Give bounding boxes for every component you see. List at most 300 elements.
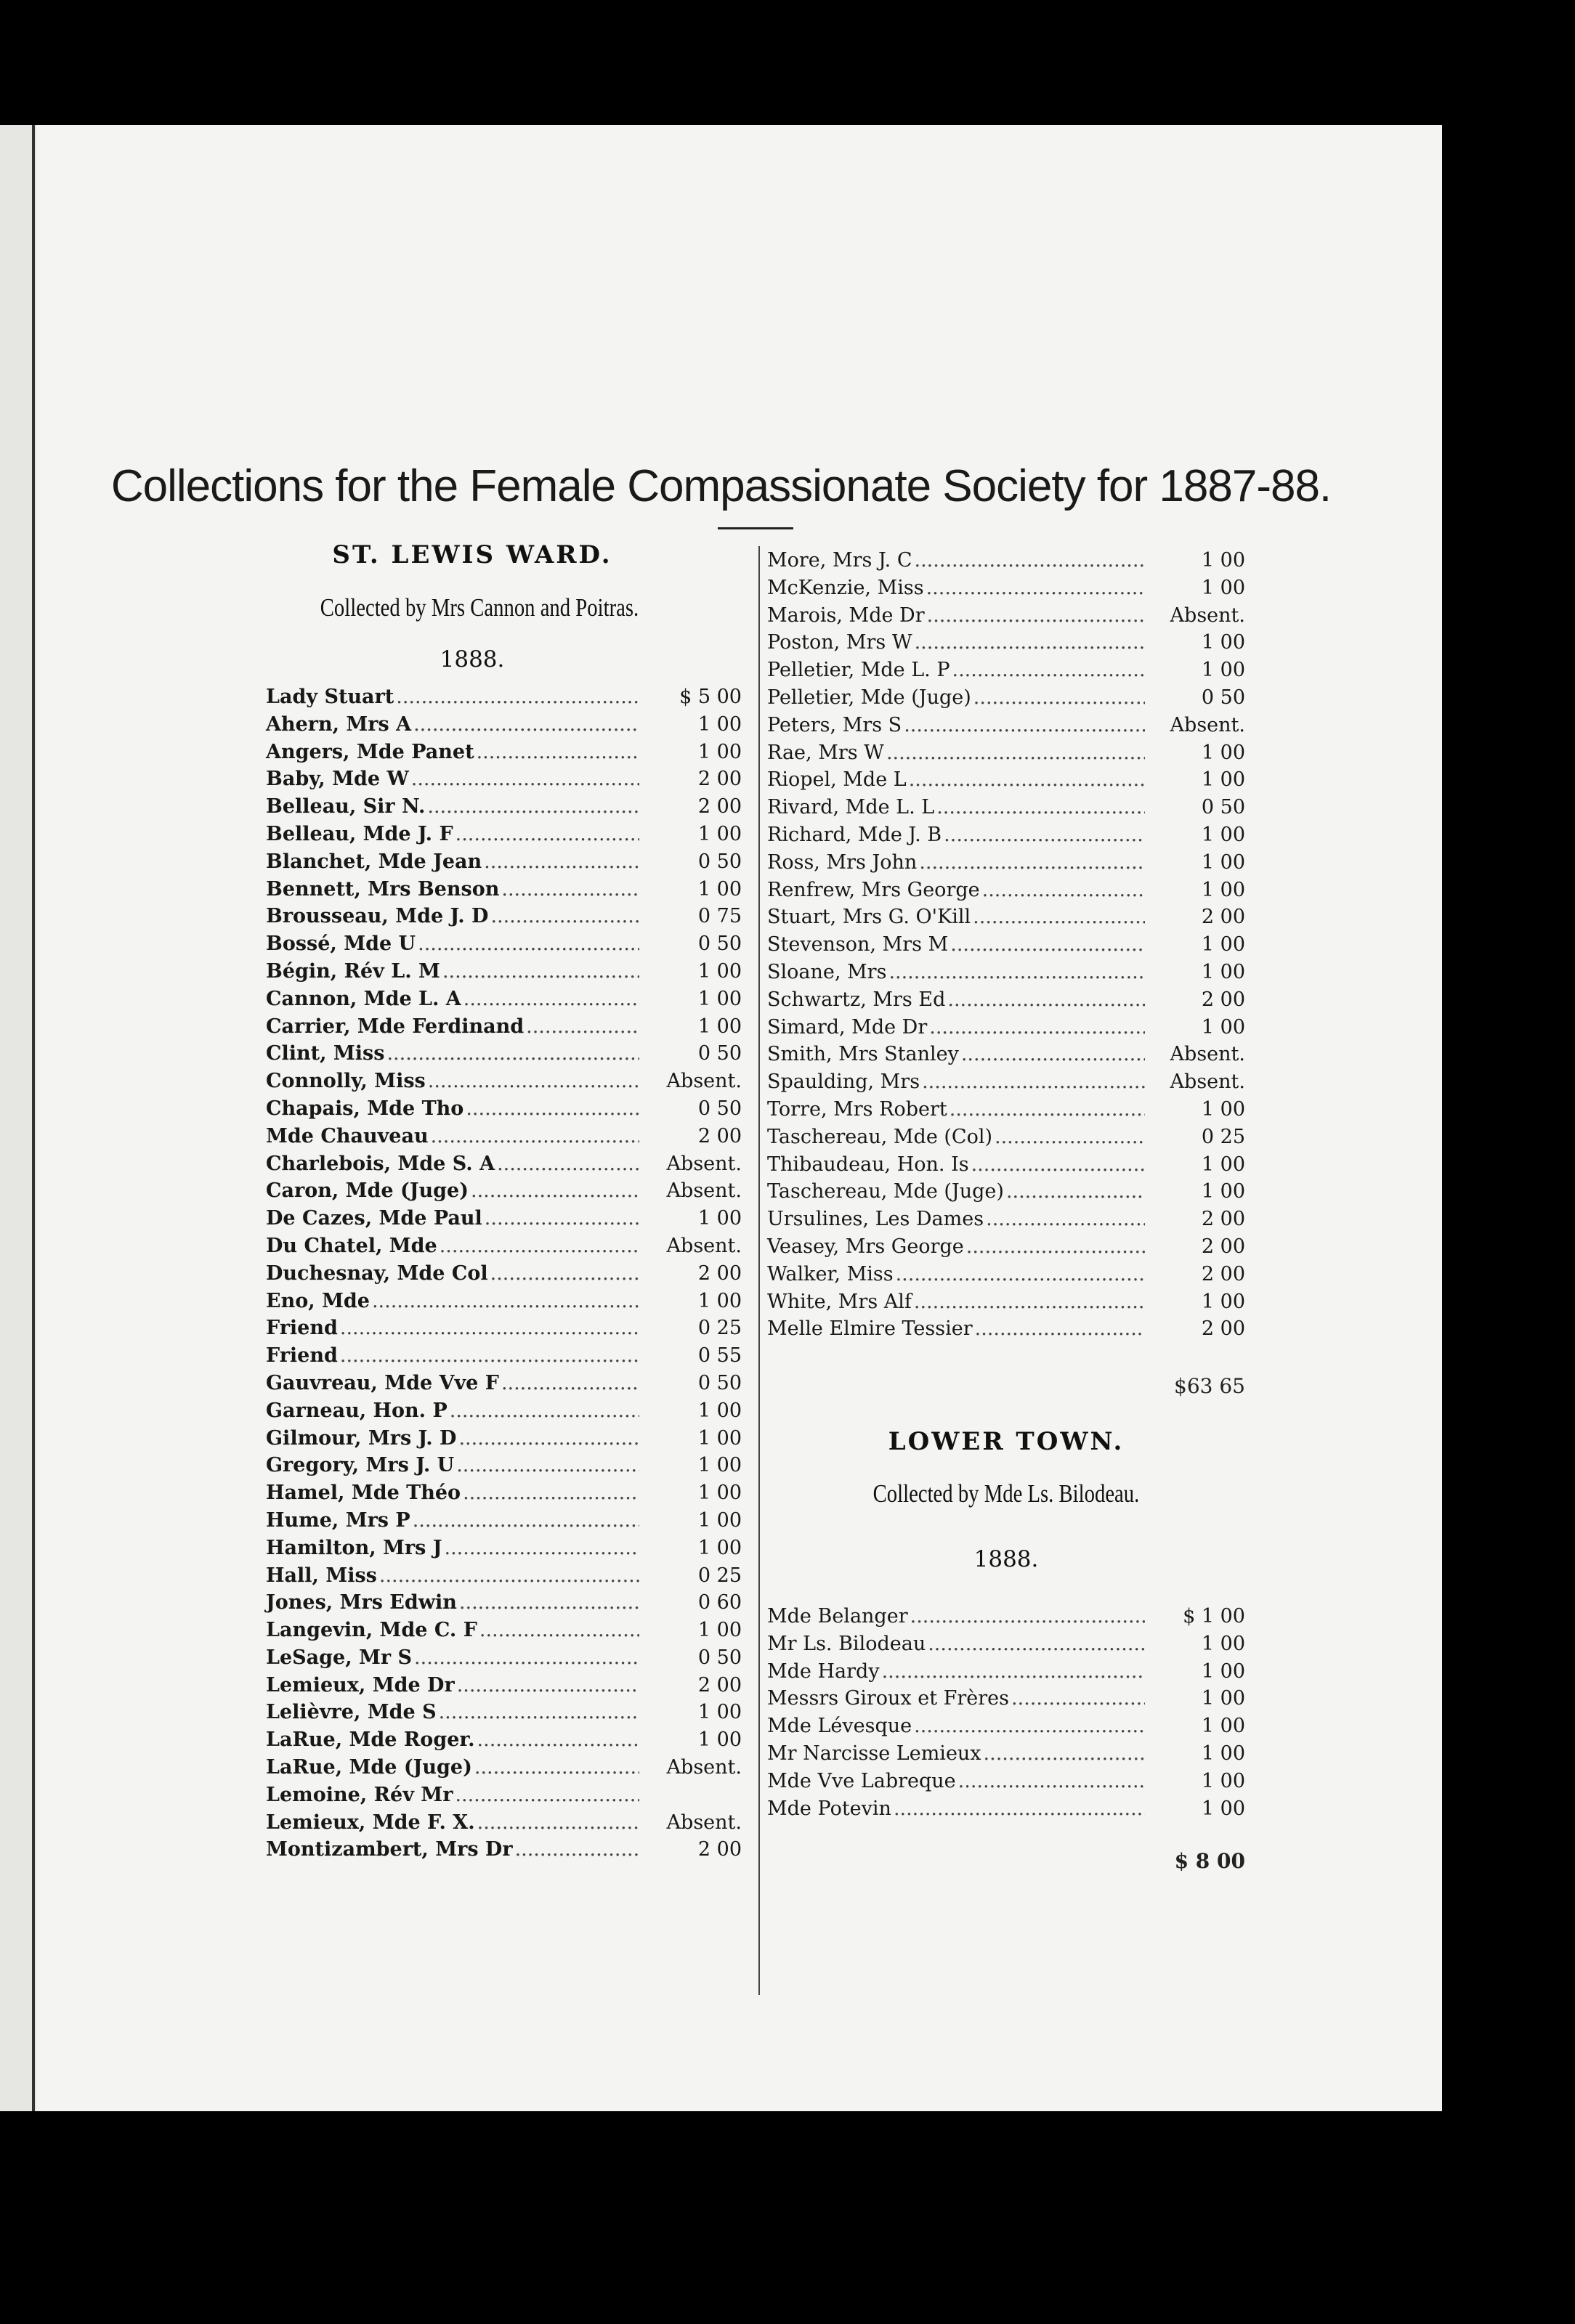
donation-amount: 2 00 — [697, 1261, 742, 1285]
donor-name: Ahern, Mrs A — [266, 712, 412, 736]
donor-name: Blanchet, Mde Jean — [266, 850, 482, 873]
list-item — [266, 850, 742, 878]
column-divider — [758, 546, 760, 1995]
donor-name: Lemieux, Mde Dr — [266, 1673, 455, 1697]
donor-name: Belleau, Mde J. F — [266, 822, 453, 845]
list-item — [266, 1235, 742, 1262]
donor-name: Pelletier, Mde L. P — [767, 659, 950, 682]
list-item — [767, 906, 1245, 933]
leader-dots — [490, 905, 639, 927]
donation-amount: Absent. — [666, 1152, 742, 1175]
list-item — [767, 1070, 1245, 1098]
donation-amount: 1 00 — [1201, 549, 1245, 572]
donor-name: Hamilton, Mrs J — [266, 1536, 442, 1559]
list-item — [767, 1263, 1245, 1291]
donor-name: Smith, Mrs Stanley — [767, 1043, 959, 1066]
leader-dots — [971, 1153, 1145, 1176]
leader-dots — [501, 1372, 639, 1394]
list-item — [767, 1605, 1245, 1633]
leader-dots — [474, 1756, 639, 1779]
leader-dots — [515, 1838, 639, 1861]
list-item — [266, 960, 742, 988]
leader-dots — [914, 1291, 1145, 1313]
donor-name: White, Mrs Alf — [767, 1290, 912, 1313]
donor-name: Pelletier, Mde (Juge) — [767, 686, 971, 709]
donation-amount: 1 00 — [1201, 1180, 1245, 1203]
list-item — [767, 1208, 1245, 1235]
donor-name: Duchesnay, Mde Col — [266, 1261, 488, 1285]
donor-name: Sloane, Mrs — [767, 960, 887, 983]
donation-amount: Absent. — [666, 1179, 742, 1203]
list-item — [767, 742, 1245, 769]
leader-dots — [456, 823, 639, 845]
list-item — [266, 1619, 742, 1646]
donation-amount: 1 00 — [697, 1508, 742, 1532]
donor-name: Garneau, Hon. P — [266, 1399, 448, 1422]
st-lewis-list-left — [266, 686, 742, 1866]
donation-amount: 1 00 — [697, 1399, 742, 1422]
donor-name: Taschereau, Mde (Col) — [767, 1125, 992, 1148]
leader-dots — [471, 1179, 639, 1202]
donor-name: Caron, Mde (Juge) — [266, 1179, 469, 1203]
leader-dots — [490, 1262, 639, 1285]
leader-dots — [413, 1509, 639, 1532]
list-item — [767, 714, 1245, 742]
list-item — [767, 1797, 1245, 1825]
donation-amount: 2 00 — [697, 1124, 742, 1147]
donor-name: Mde Belanger — [767, 1605, 908, 1628]
donor-name: Charlebois, Mde S. A — [266, 1152, 495, 1175]
list-item — [266, 768, 742, 795]
donation-amount: 1 00 — [1201, 1769, 1245, 1792]
donation-amount: 1 00 — [1201, 741, 1245, 764]
leader-dots — [386, 1042, 639, 1065]
leader-dots — [484, 850, 639, 873]
donor-name: Thibaudeau, Hon. Is — [767, 1153, 969, 1176]
leader-dots — [915, 549, 1146, 572]
donor-name: Lemieux, Mde F. X. — [266, 1811, 475, 1834]
leader-dots — [526, 1015, 639, 1038]
donation-amount: 1 00 — [697, 1454, 742, 1477]
list-item — [767, 1153, 1245, 1181]
leader-dots — [882, 1660, 1145, 1683]
list-item — [767, 1043, 1245, 1070]
leader-dots — [477, 741, 639, 763]
leader-dots — [982, 879, 1145, 901]
leader-dots — [340, 1317, 639, 1339]
donation-amount: 1 00 — [1201, 576, 1245, 599]
leader-dots — [973, 686, 1145, 709]
donor-name: Belleau, Sir N. — [266, 795, 426, 818]
donation-amount: Absent. — [1170, 604, 1245, 627]
list-item — [266, 713, 742, 741]
donation-amount: 2 00 — [1201, 1208, 1245, 1231]
list-item — [266, 741, 742, 768]
donation-amount: 2 00 — [697, 1838, 742, 1861]
leader-dots — [973, 906, 1145, 928]
donation-amount: 1 00 — [697, 1289, 742, 1312]
donation-amount: 0 50 — [697, 850, 742, 873]
leader-dots — [904, 714, 1145, 736]
leader-dots — [440, 1235, 639, 1257]
donation-amount: 2 00 — [1201, 1235, 1245, 1258]
list-item — [767, 1687, 1245, 1715]
list-item — [266, 1756, 742, 1784]
list-item — [266, 1811, 742, 1839]
list-item — [266, 1042, 742, 1070]
lower-town-total: $ 8 00 — [1174, 1849, 1245, 1873]
donation-amount: 0 50 — [697, 1371, 742, 1394]
lower-town-heading: LOWER TOWN. — [888, 1427, 1125, 1456]
donation-amount: 1 00 — [1201, 1015, 1245, 1039]
leader-dots — [411, 768, 639, 790]
donor-name: Rivard, Mde L. L — [767, 796, 935, 819]
list-item — [266, 1207, 742, 1235]
donor-name: Mde Chauveau — [266, 1124, 429, 1147]
donation-amount: 1 00 — [697, 1701, 742, 1724]
leader-dots — [1006, 1180, 1145, 1203]
leader-dots — [886, 742, 1145, 764]
list-item — [266, 905, 742, 933]
list-item — [767, 768, 1245, 796]
donation-amount: 2 00 — [697, 768, 742, 791]
donor-name: Simard, Mde Dr — [767, 1015, 928, 1039]
leader-dots — [485, 1207, 639, 1230]
donor-name: Lemoine, Rév Mr — [266, 1783, 453, 1806]
list-item — [266, 823, 742, 850]
leader-dots — [952, 659, 1145, 681]
leader-dots — [936, 796, 1145, 818]
list-item — [266, 1427, 742, 1455]
list-item — [266, 1179, 742, 1207]
donation-amount: 1 00 — [697, 1728, 742, 1752]
leader-dots — [396, 686, 639, 708]
donation-amount: 0 50 — [1201, 796, 1245, 819]
leader-dots — [919, 851, 1145, 874]
leader-dots — [455, 1784, 639, 1806]
donor-name: Baby, Mde W — [266, 768, 409, 791]
donor-name: Ursulines, Les Dames — [767, 1208, 984, 1231]
donor-name: Connolly, Miss — [266, 1070, 426, 1093]
list-item — [266, 1482, 742, 1509]
list-item — [767, 961, 1245, 988]
donation-amount: Absent. — [1170, 1043, 1245, 1066]
list-item — [767, 988, 1245, 1016]
leader-dots — [927, 604, 1145, 627]
list-item — [767, 577, 1245, 604]
donation-amount: 1 00 — [1201, 1687, 1245, 1710]
leader-dots — [888, 961, 1145, 983]
list-item — [767, 604, 1245, 632]
donation-amount: Absent. — [666, 1811, 742, 1834]
st-lewis-list-right — [767, 549, 1245, 1345]
donation-amount: 1 00 — [1201, 1153, 1245, 1176]
donor-name: Spaulding, Mrs — [767, 1070, 920, 1094]
donor-name: Bégin, Rév L. M — [266, 959, 440, 983]
donation-amount: 1 00 — [697, 712, 742, 736]
donation-amount: 0 60 — [697, 1591, 742, 1614]
leader-dots — [984, 1742, 1145, 1765]
leader-dots — [950, 933, 1145, 956]
list-item — [266, 1399, 742, 1427]
list-item — [266, 1125, 742, 1153]
leader-dots — [418, 933, 639, 955]
leader-dots — [466, 1097, 639, 1120]
leader-dots — [975, 1317, 1145, 1340]
list-item — [266, 795, 742, 823]
list-item — [266, 878, 742, 906]
donor-name: Clint, Miss — [266, 1042, 385, 1065]
leader-dots — [450, 1399, 639, 1422]
donation-amount: 1 00 — [697, 1482, 742, 1505]
donation-amount: Absent. — [1170, 713, 1245, 736]
leader-dots — [413, 713, 639, 736]
leader-dots — [459, 1591, 639, 1614]
leader-dots — [928, 1633, 1145, 1655]
leader-dots — [995, 1126, 1145, 1148]
leader-dots — [439, 1701, 639, 1723]
leader-dots — [479, 1619, 639, 1641]
donor-name: Cannon, Mde L. A — [266, 987, 461, 1010]
donor-name: Poston, Mrs W — [767, 631, 912, 654]
donor-name: Stevenson, Mrs M — [767, 933, 949, 956]
leader-dots — [958, 1770, 1145, 1792]
donation-amount: 1 00 — [1201, 850, 1245, 874]
lower-town-collected-by: Collected by Mde Ls. Bilodeau. — [872, 1479, 1140, 1508]
donation-amount: 0 50 — [1201, 686, 1245, 709]
list-item — [266, 1454, 742, 1482]
facing-page-edge — [0, 125, 36, 2111]
donation-amount: $ 5 00 — [679, 686, 742, 708]
donation-amount: 1 00 — [1201, 1659, 1245, 1683]
leader-dots — [463, 988, 639, 1010]
donor-name: Hume, Mrs P — [266, 1508, 410, 1532]
list-item — [266, 1097, 742, 1125]
donation-amount: 2 00 — [697, 1673, 742, 1697]
list-item — [266, 1372, 742, 1399]
leader-dots — [944, 824, 1145, 846]
donation-amount: 0 75 — [697, 905, 742, 928]
leader-dots — [915, 631, 1145, 654]
leader-dots — [926, 577, 1145, 599]
donor-name: Lady Stuart — [266, 686, 394, 708]
list-item — [767, 1180, 1245, 1208]
list-item — [266, 1153, 742, 1180]
leader-dots — [947, 988, 1145, 1011]
donation-amount: 1 00 — [1201, 631, 1245, 654]
leader-dots — [910, 1605, 1145, 1628]
donor-name: Gauvreau, Mde Vve F — [266, 1371, 499, 1394]
list-item — [767, 1770, 1245, 1797]
donation-amount: 0 50 — [697, 1097, 742, 1120]
st-lewis-total: $63 65 — [1174, 1374, 1245, 1398]
donation-amount: 1 00 — [1201, 1632, 1245, 1655]
donor-name: Walker, Miss — [767, 1262, 894, 1285]
list-item — [767, 1291, 1245, 1318]
donation-amount: 1 00 — [1201, 1797, 1245, 1820]
list-item — [266, 1317, 742, 1344]
list-item — [767, 1317, 1245, 1345]
leader-dots — [896, 1263, 1145, 1285]
list-item — [266, 1784, 742, 1811]
donation-amount: 1 00 — [697, 877, 742, 901]
donor-name: More, Mrs J. C — [767, 549, 912, 572]
donor-name: Chapais, Mde Tho — [266, 1097, 464, 1120]
leader-dots — [1011, 1687, 1145, 1710]
leader-dots — [428, 1070, 639, 1092]
donor-name: Mr Narcisse Lemieux — [767, 1742, 981, 1765]
donor-name: Mde Vve Labreque — [767, 1769, 956, 1792]
donor-name: Marois, Mde Dr — [767, 604, 925, 627]
donation-amount: Absent. — [666, 1234, 742, 1257]
st-lewis-collected-by: Collected by Mrs Cannon and Poitras. — [320, 593, 639, 622]
list-item — [266, 1728, 742, 1756]
donor-name: LaRue, Mde (Juge) — [266, 1756, 472, 1779]
donor-name: Hamel, Mde Théo — [266, 1482, 461, 1505]
lower-town-list — [767, 1605, 1245, 1824]
donation-amount: 1 00 — [1201, 1097, 1245, 1121]
donor-name: Friend — [266, 1317, 338, 1340]
leader-dots — [914, 1715, 1145, 1737]
donor-name: Mde Lévesque — [767, 1715, 912, 1738]
leader-dots — [894, 1797, 1145, 1820]
donation-amount: 0 50 — [697, 1646, 742, 1669]
donation-amount: 1 00 — [697, 1015, 742, 1038]
leader-dots — [501, 878, 639, 901]
donor-name: Angers, Mde Panet — [266, 740, 474, 763]
donor-name: De Cazes, Mde Paul — [266, 1207, 482, 1230]
donor-name: Schwartz, Mrs Ed — [767, 988, 946, 1011]
list-item — [767, 631, 1245, 659]
list-item — [767, 879, 1245, 906]
donor-name: Hall, Miss — [266, 1564, 377, 1587]
donation-amount: 0 25 — [697, 1564, 742, 1587]
donor-name: LeSage, Mr S — [266, 1646, 413, 1669]
page-title: Collections for the Female Compassionate Society for 1887-88. — [110, 461, 1332, 511]
lower-town-year: 1888. — [973, 1546, 1039, 1572]
donation-amount: Absent. — [666, 1756, 742, 1779]
leader-dots — [986, 1208, 1145, 1230]
list-item — [266, 1701, 742, 1728]
donation-amount: 2 00 — [1201, 1262, 1245, 1285]
page — [0, 125, 1442, 2111]
donation-amount: 0 25 — [697, 1317, 742, 1340]
donor-name: Mde Potevin — [767, 1797, 891, 1820]
donor-name: Montizambert, Mrs Dr — [266, 1838, 513, 1861]
list-item — [266, 1564, 742, 1592]
list-item — [767, 1235, 1245, 1263]
list-item — [266, 1262, 742, 1290]
donation-amount: 2 00 — [1201, 906, 1245, 929]
donation-amount: 0 50 — [697, 933, 742, 956]
donation-amount: Absent. — [666, 1070, 742, 1093]
leader-dots — [442, 960, 639, 983]
donor-name: Riopel, Mde L — [767, 768, 907, 792]
list-item — [266, 1015, 742, 1043]
leader-dots — [477, 1728, 639, 1751]
list-item — [266, 933, 742, 960]
donation-amount: 1 00 — [697, 740, 742, 763]
list-item — [767, 933, 1245, 961]
donor-name: Messrs Giroux et Frères — [767, 1687, 1010, 1710]
leader-dots — [431, 1125, 639, 1147]
donation-amount: 2 00 — [1201, 988, 1245, 1011]
list-item — [767, 1098, 1245, 1126]
donation-amount: 2 00 — [697, 795, 742, 818]
leader-dots — [372, 1290, 639, 1312]
donor-name: Gilmour, Mrs J. D — [266, 1426, 457, 1450]
list-item — [266, 988, 742, 1015]
donor-name: LaRue, Mde Roger. — [266, 1728, 475, 1752]
donation-amount: 1 00 — [1201, 659, 1245, 682]
leader-dots — [497, 1153, 639, 1175]
donor-name: Du Chatel, Mde — [266, 1234, 437, 1257]
donation-amount: Absent. — [1170, 1070, 1245, 1094]
donor-name: Brousseau, Mde J. D — [266, 905, 489, 928]
gutter-rule — [32, 125, 35, 2111]
donor-name: Bossé, Mde U — [266, 933, 416, 956]
donor-name: Stuart, Mrs G. O'Kill — [767, 906, 971, 929]
list-item — [767, 1016, 1245, 1044]
title-rule — [718, 527, 793, 529]
leader-dots — [477, 1811, 639, 1834]
list-item — [266, 1509, 742, 1537]
list-item — [767, 659, 1245, 686]
list-item — [767, 1660, 1245, 1688]
donor-name: Bennett, Mrs Benson — [266, 877, 500, 901]
donation-amount: 1 00 — [1201, 1290, 1245, 1313]
list-item — [266, 1070, 742, 1097]
list-item — [767, 851, 1245, 879]
donor-name: Renfrew, Mrs George — [767, 878, 980, 901]
leader-dots — [457, 1674, 639, 1697]
list-item — [767, 1126, 1245, 1153]
donor-name: Friend — [266, 1344, 338, 1368]
list-item — [767, 1715, 1245, 1742]
list-item — [266, 1537, 742, 1564]
list-item — [266, 686, 742, 713]
leader-dots — [340, 1344, 639, 1367]
donor-name: Carrier, Mde Ferdinand — [266, 1015, 525, 1038]
leader-dots — [950, 1098, 1145, 1121]
leader-dots — [445, 1537, 640, 1559]
list-item — [266, 1591, 742, 1619]
donor-name: Ross, Mrs John — [767, 850, 918, 874]
list-item — [767, 549, 1245, 577]
donor-name: Taschereau, Mde (Juge) — [767, 1180, 1004, 1203]
leader-dots — [463, 1482, 639, 1504]
donation-amount: $ 1 00 — [1183, 1605, 1245, 1628]
list-item — [767, 1742, 1245, 1770]
donation-amount: 1 00 — [697, 1536, 742, 1559]
list-item — [767, 686, 1245, 714]
donation-amount: 1 00 — [1201, 823, 1245, 846]
list-item — [266, 1646, 742, 1674]
donor-name: Langevin, Mde C. F — [266, 1619, 477, 1642]
leader-dots — [929, 1016, 1145, 1039]
leader-dots — [456, 1454, 639, 1476]
donor-name: Jones, Mrs Edwin — [266, 1591, 457, 1614]
donor-name: Melle Elmire Tessier — [767, 1317, 973, 1341]
leader-dots — [909, 768, 1145, 791]
list-item — [767, 796, 1245, 824]
donation-amount: 1 00 — [697, 1207, 742, 1230]
leader-dots — [414, 1646, 639, 1669]
donation-amount: 1 00 — [1201, 960, 1245, 983]
donation-amount: 0 25 — [1201, 1125, 1245, 1148]
donor-name: Rae, Mrs W — [767, 741, 884, 764]
leader-dots — [966, 1235, 1145, 1258]
